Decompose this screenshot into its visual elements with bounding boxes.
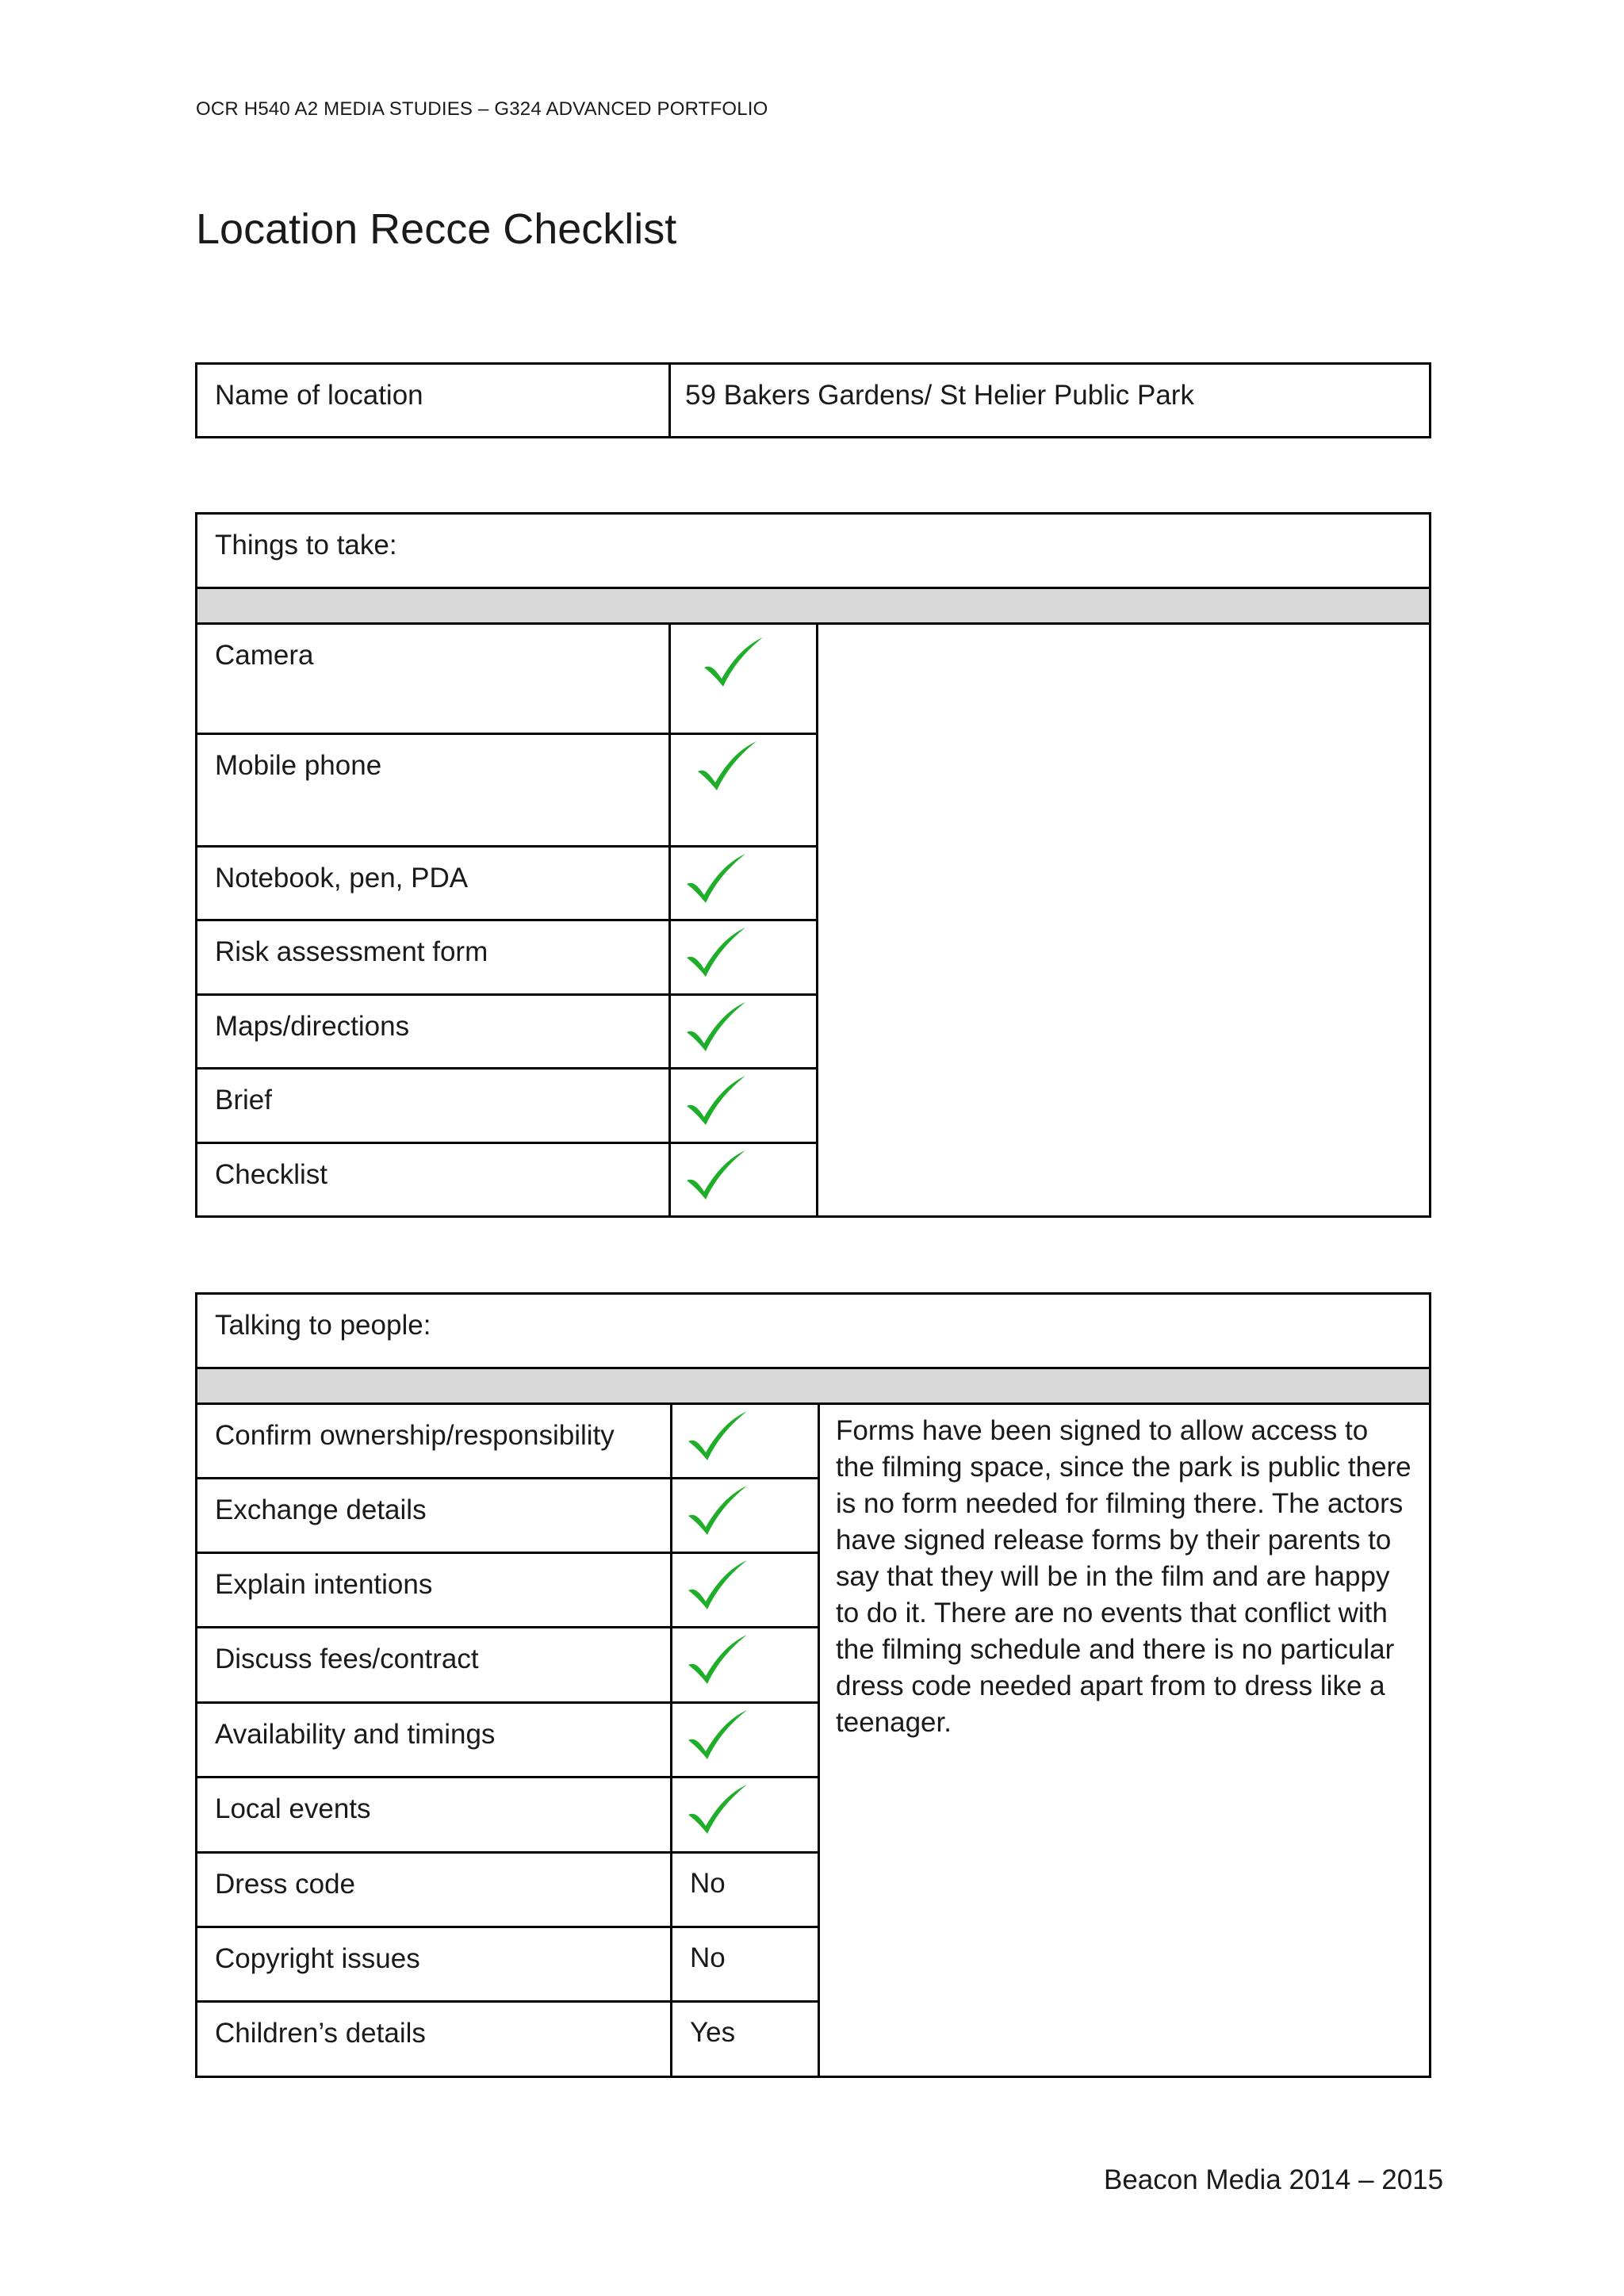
checkmark-icon xyxy=(685,1709,749,1761)
item-label: Mobile phone xyxy=(215,750,382,781)
checkbox-cell[interactable] xyxy=(670,734,818,847)
document-footer: Beacon Media 2014 – 2015 xyxy=(1104,2164,1444,2195)
item-label: Discuss fees/contract xyxy=(215,1644,479,1674)
location-label: Name of location xyxy=(215,380,423,411)
answer-cell[interactable] xyxy=(672,1853,819,1927)
answer-cell[interactable] xyxy=(672,1927,819,2002)
location-value: 59 Bakers Gardens/ St Helier Public Park xyxy=(685,380,1194,411)
location-value-cell xyxy=(670,364,1431,438)
checkmark-icon xyxy=(685,1633,749,1686)
item-label: Copyright issues xyxy=(215,1943,420,1974)
item-label: Confirm ownership/responsibility xyxy=(215,1420,615,1451)
item-label: Explain intentions xyxy=(215,1569,433,1600)
checkmark-icon xyxy=(685,1783,749,1835)
things-heading: Things to take: xyxy=(215,530,397,561)
answer-value: No xyxy=(690,1868,726,1899)
things-heading-cell xyxy=(197,514,1431,588)
checkmark-icon xyxy=(684,852,747,905)
checkbox-cell[interactable] xyxy=(670,624,818,734)
document-header: OCR H540 A2 MEDIA STUDIES – G324 ADVANCED PORTFOLIO xyxy=(196,98,768,120)
things-to-take-table xyxy=(195,512,1431,1218)
item-label: Camera xyxy=(215,640,314,671)
things-band xyxy=(197,588,1431,624)
table-row xyxy=(197,624,1431,734)
location-table xyxy=(195,362,1431,438)
item-label: Availability and timings xyxy=(215,1719,496,1750)
checkmark-icon xyxy=(685,1410,749,1462)
item-label: Exchange details xyxy=(215,1494,427,1525)
item-label: Children’s details xyxy=(215,2018,426,2049)
answer-value: No xyxy=(690,1942,726,1973)
checkbox-cell[interactable] xyxy=(670,847,818,920)
checkmark-icon xyxy=(685,1559,749,1611)
checkmark-icon xyxy=(685,1484,749,1536)
talking-notes-cell xyxy=(819,1404,1431,2077)
checkmark-icon xyxy=(684,1149,747,1201)
answer-cell[interactable] xyxy=(672,2002,819,2077)
checkmark-icon xyxy=(695,740,758,792)
talking-band xyxy=(197,1368,1431,1404)
checkbox-cell[interactable] xyxy=(670,1143,818,1217)
things-notes-cell xyxy=(818,624,1431,1217)
checkbox-cell[interactable] xyxy=(670,995,818,1069)
item-label: Brief xyxy=(215,1085,272,1115)
checkbox-cell[interactable] xyxy=(672,1777,819,1853)
talking-heading: Talking to people: xyxy=(215,1310,431,1341)
answer-value: Yes xyxy=(690,2017,736,2048)
checkmark-icon xyxy=(701,636,764,688)
item-label: Notebook, pen, PDA xyxy=(215,863,469,894)
item-label: Checklist xyxy=(215,1159,327,1190)
talking-heading-cell xyxy=(197,1294,1431,1368)
page-title: Location Recce Checklist xyxy=(196,205,677,253)
table-row xyxy=(197,1404,1431,1479)
checkbox-cell[interactable] xyxy=(672,1703,819,1777)
item-label: Local events xyxy=(215,1793,371,1824)
checkbox-cell[interactable] xyxy=(672,1404,819,1479)
checkbox-cell[interactable] xyxy=(672,1553,819,1628)
item-label: Risk assessment form xyxy=(215,936,488,967)
checkbox-cell[interactable] xyxy=(670,920,818,995)
checkmark-icon xyxy=(684,1074,747,1127)
location-label-cell xyxy=(197,364,670,438)
checkbox-cell[interactable] xyxy=(672,1628,819,1703)
talking-notes: Forms have been signed to allow access to the filming space, since the park is public there is no form needed for filming there. The actors have signed release forms by their parents to say that they will be in the film and are happy to do it. There are no events that conflict with the filming schedule and there is no particular dress code needed apart from to dress like a teenager. xyxy=(836,1415,1411,1738)
talking-to-people-table xyxy=(195,1292,1431,2078)
checkmark-icon xyxy=(684,926,747,978)
item-label: Dress code xyxy=(215,1869,356,1900)
checkbox-cell[interactable] xyxy=(670,1069,818,1143)
item-label: Maps/directions xyxy=(215,1011,410,1042)
checkbox-cell[interactable] xyxy=(672,1479,819,1553)
checkmark-icon xyxy=(684,1001,747,1053)
